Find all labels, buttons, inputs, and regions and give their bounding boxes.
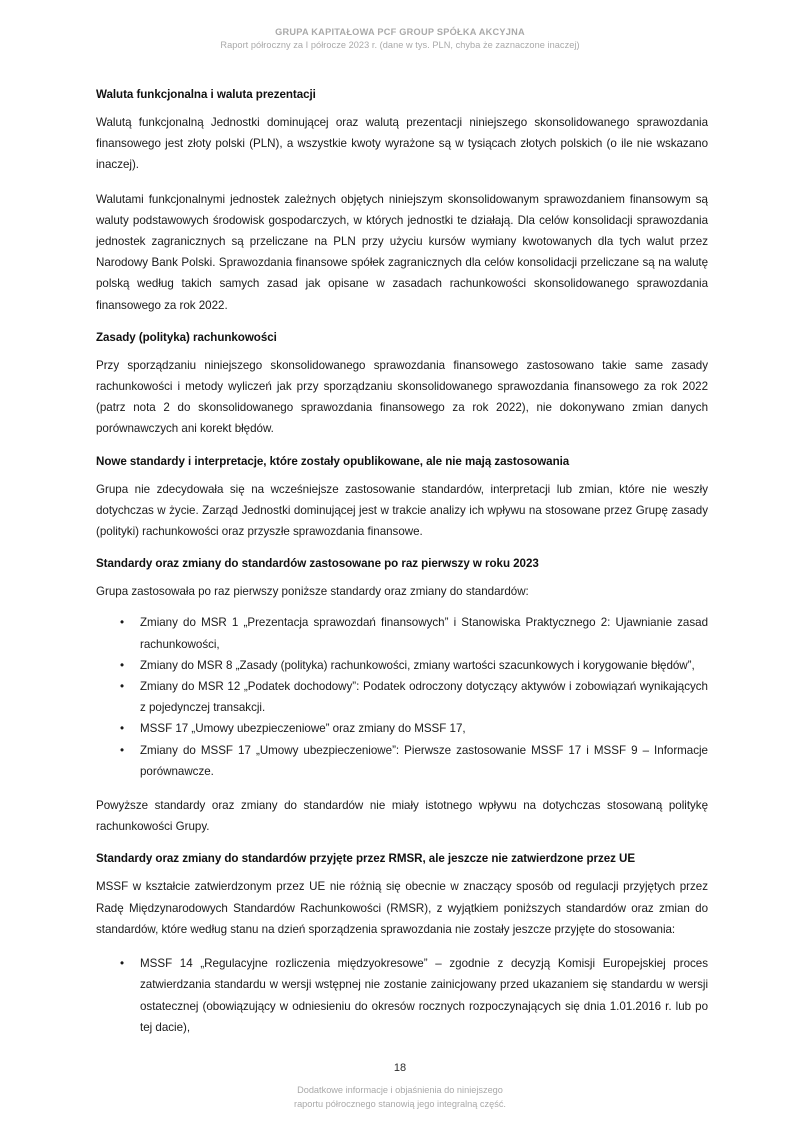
document-running-header [0, 26, 800, 52]
paragraph-lead-in: Grupa zastosowała po raz pierwszy poniższe standardy oraz zmiany do standardów: [96, 585, 529, 599]
page-number: 18 [393, 1062, 407, 1074]
document-running-footer [0, 1084, 800, 1111]
section-heading: Standardy oraz zmiany do standardów przyjęte przez RMSR, ale jeszcze nie zatwierdzone przez UE [96, 852, 636, 866]
section-standardy-rmsr-niezatwierdzone [96, 850, 708, 1037]
document-body [96, 86, 708, 1051]
section-heading: Zasady (polityka) rachunkowości [96, 330, 277, 344]
paragraph: MSSF w kształcie zatwierdzonym przez UE nie różnią się obecnie w znaczący sposób od regulacji przyjętych przez Radę Międzynarodowych Standardów Rachunkowości (RMSR), z wyjątkiem poniższych standardów oraz zmian do standardów, które według stanu na dzień sporządzenia sprawozdania nie zostały jeszcze przyjęte do stosowania: [96, 880, 708, 936]
section-nowe-standardy-bez-zastosowania [96, 453, 708, 543]
bullet-list [96, 953, 708, 1038]
header-company-name: GRUPA KAPITAŁOWA PCF GROUP SPÓŁKA AKCYJNA [275, 27, 525, 37]
list-item: • MSSF 17 „Umowy ubezpieczeniowe” oraz zmiany do MSSF 17, [96, 718, 708, 739]
paragraph: Przy sporządzaniu niniejszego skonsolidowanego sprawozdania finansowego zastosowano takie same zasady rachunkowości i metody wyliczeń jak przy sporządzaniu skonsolidowanego sprawozdania finansowego za rok 2022 (patrz nota 2 do skonsolidowanego sprawozdania finansowego za rok 2022), nie dokonywano zmian danych porównawczych ani korekt błędów. [96, 358, 708, 436]
list-item: • Zmiany do MSR 1 „Prezentacja sprawozdań finansowych” i Stanowiska Praktycznego 2: Ujawnianie zasad rachunkowości, [96, 612, 708, 654]
paragraph: Walutami funkcjonalnymi jednostek zależnych objętych niniejszym skonsolidowanym sprawozdaniem finansowym są waluty podstawowych środowisk gospodarczych, w których jednostki te działają. Dla celów konsolidacji sprawozdania jednostek zagranicznych są przeliczane na PLN przy użyciu kursów wymiany kwotowanych dla tych walut przez Narodowy Bank Polski. Sprawozdania finansowe spółek zagranicznych dla celów konsolidacji przeliczane są na walutę polską według takich samych zasad jak opisane w zasadach rachunkowości skonsolidowanego sprawozdania finansowego za rok 2022. [96, 192, 708, 312]
header-report-subtitle: Raport półroczny za I półrocze 2023 r. (dane w tys. PLN, chyba że zaznaczone inaczej) [220, 40, 580, 50]
list-item: • Zmiany do MSSF 17 „Umowy ubezpieczeniowe”: Pierwsze zastosowanie MSSF 17 i MSSF 9 – Informacje porównawcze. [96, 740, 708, 782]
list-item: • Zmiany do MSR 8 „Zasady (polityka) rachunkowości, zmiany wartości szacunkowych i korygowanie błędów”, [96, 655, 708, 676]
section-standardy-pierwszy-raz-2023 [96, 555, 708, 837]
footer-note-line-1: Dodatkowe informacje i objaśnienia do niniejszego [297, 1085, 503, 1095]
paragraph: Walutą funkcjonalną Jednostki dominującej oraz walutą prezentacji niniejszego skonsolidowanego sprawozdania finansowego jest złoty polski (PLN), a wszystkie kwoty wyrażone są w tysiącach złotych polskich (o ile nie wskazano inaczej). [96, 116, 708, 172]
section-waluta-funkcjonalna [96, 86, 708, 316]
paragraph: Grupa nie zdecydowała się na wcześniejsze zastosowanie standardów, interpretacji lub zmian, które nie weszły dotychczas w życie. Zarząd Jednostki dominującej jest w trakcie analizy ich wpływu na stosowane przez Grupę zasady (polityki) rachunkowości oraz przyszłe sprawozdania finansowe. [96, 482, 708, 539]
section-heading: Nowe standardy i interpretacje, które zostały opublikowane, ale nie mają zastosowania [96, 454, 570, 468]
section-heading: Standardy oraz zmiany do standardów zastosowane po raz pierwszy w roku 2023 [96, 557, 539, 571]
bullet-list [96, 612, 708, 782]
paragraph-closing: Powyższe standardy oraz zmiany do standardów nie miały istotnego wpływu na dotychczas stosowaną politykę rachunkowości Grupy. [96, 799, 708, 834]
section-zasady-rachunkowosci [96, 329, 708, 440]
footer-note-line-2: raportu półrocznego stanowią jego integralną część. [294, 1098, 506, 1109]
list-item: • MSSF 14 „Regulacyjne rozliczenia międzyokresowe” – zgodnie z decyzją Komisji Europejskiej proces zatwierdzania standardu w wersji wstępnej nie zostanie zainicjowany przed ukazaniem się standardu w wersji ostatecznej (obowiązujący w odniesieniu do okresów rocznych rozpoczynających się dnia 1.01.2016 r. lub po tej dacie), [96, 953, 708, 1038]
list-item: • Zmiany do MSR 12 „Podatek dochodowy”: Podatek odroczony dotyczący aktywów i zobowiązań wynikających z pojedynczej transakcji. [96, 676, 708, 718]
section-heading: Waluta funkcjonalna i waluta prezentacji [96, 88, 316, 101]
